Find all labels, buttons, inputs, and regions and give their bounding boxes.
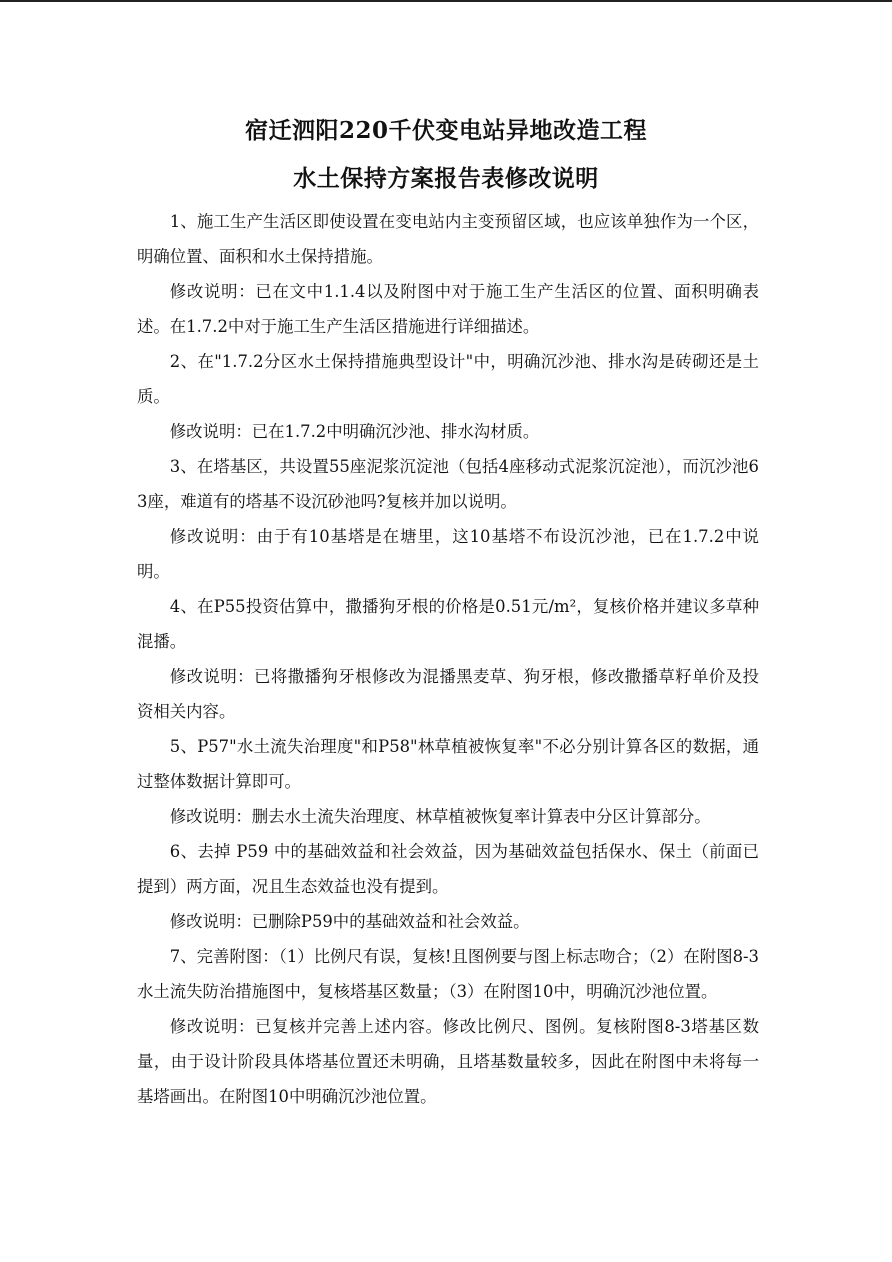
review-comment-3: 3、在塔基区，共设置55座泥浆沉淀池（包括4座移动式泥浆沉淀池），而沉沙池63座，难道有的塔基不设沉砂池吗?复核并加以说明。: [137, 457, 759, 511]
revision-note-7: 修改说明：已复核并完善上述内容。修改比例尺、图例。复核附图8-3塔基区数量，由于设计阶段具体塔基位置还未明确，且塔基数量较多，因此在附图中未将每一基塔画出。在附图10中明确沉沙池位置。: [137, 1017, 759, 1106]
revision-note-4: 修改说明：已将撒播狗牙根修改为混播黑麦草、狗牙根，修改撒播草籽单价及投资相关内容。: [137, 667, 759, 721]
document-subtitle: 水土保持方案报告表修改说明: [293, 165, 599, 192]
review-comment-1: 1、施工生产生活区即使设置在变电站内主变预留区域，也应该单独作为一个区，明确位置、面积和水土保持措施。: [137, 212, 759, 266]
review-comment-7: 7、完善附图：（1）比例尺有误，复核!且图例要与图上标志吻合；（2）在附图8-3水土流失防治措施图中，复核塔基区数量；（3）在附图10中，明确沉沙池位置。: [137, 947, 759, 1001]
page-top-border: [0, 0, 892, 2]
revision-note-5: 修改说明：删去水土流失治理度、林草植被恢复率计算表中分区计算部分。: [169, 807, 711, 826]
revision-note-2: 修改说明：已在1.7.2中明确沉沙池、排水沟材质。: [169, 422, 540, 441]
revision-note-3: 修改说明：由于有10基塔是在塘里，这10基塔不布设沉沙池，已在1.7.2中说明。: [137, 527, 759, 581]
review-comment-2: 2、在"1.7.2分区水土保持措施典型设计"中，明确沉沙池、排水沟是砖砌还是土质。: [137, 352, 759, 406]
review-comment-5: 5、P57"水土流失治理度"和P58"林草植被恢复率"不必分别计算各区的数据，通过整体数据计算即可。: [137, 737, 759, 791]
document-title: 宿迁泗阳220千伏变电站异地改造工程: [244, 117, 647, 144]
review-comment-6: 6、去掉 P59 中的基础效益和社会效益，因为基础效益包括保水、保土（前面已提到）两方面，况且生态效益也没有提到。: [137, 842, 759, 896]
review-comment-4: 4、在P55投资估算中，撒播狗牙根的价格是0.51元/m²，复核价格并建议多草种混播。: [137, 597, 759, 651]
revision-note-6: 修改说明：已删除P59中的基础效益和社会效益。: [169, 912, 530, 931]
revision-note-1: 修改说明：已在文中1.1.4以及附图中对于施工生产生活区的位置、面积明确表述。在1.7.2中对于施工生产生活区措施进行详细描述。: [137, 282, 759, 336]
document-body: [137, 204, 759, 1114]
